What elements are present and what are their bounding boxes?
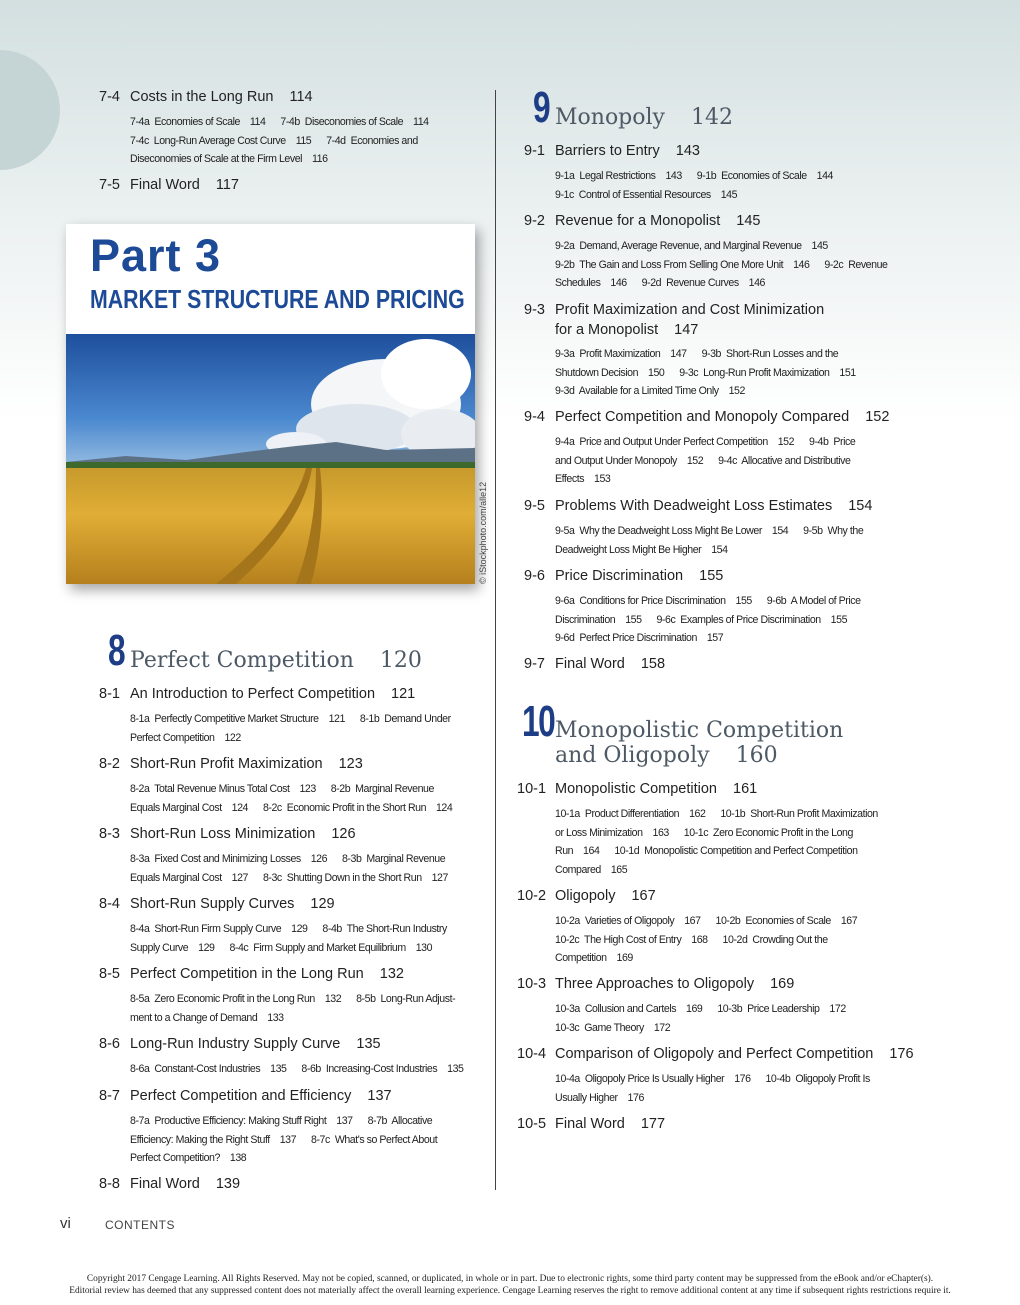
- decorative-circle: [0, 50, 60, 170]
- toc-subsections-7-4: [130, 113, 429, 169]
- toc-subsections-9-4: 9-4a Price and Output Under Perfect Competition 152 9-4b Price and Output Under Monopoly 152 9-4c Allocative and Distributive Effects 153: [555, 436, 856, 486]
- toc-subsections-9-3: 9-3a Profit Maximization 147 9-3b Short-Run Losses and the Shutdown Decision 150 9-3c Long-Run Profit Maximization 151 9-3d Available for a Limited Time Only 152: [555, 348, 856, 398]
- part-label: Part 3: [90, 230, 222, 281]
- toc-subsections-8-2: 8-2a Total Revenue Minus Total Cost 123 8-2b Marginal Revenue Equals Marginal Cost 124 8-2c Economic Profit in the Short Run 124: [130, 783, 453, 814]
- toc-section-9-7[interactable]: 9-7 Final Word 158: [524, 656, 666, 672]
- toc-sub-line: 7-4c Long-Run Average Cost Curve 115 7-4d Economies and: [130, 134, 418, 147]
- toc-section-9-2[interactable]: 9-2 Revenue for a Monopolist 145: [524, 213, 761, 229]
- running-footer-label: CONTENTS: [105, 1218, 175, 1232]
- toc-subsections-10-2: 10-2a Varieties of Oligopoly 167 10-2b Economies of Scale 167 10-2c The High Cost of Entry 168 10-2d Crowding Out the Competition 169: [555, 915, 858, 965]
- chapter-title: Perfect Competition 120: [130, 648, 422, 673]
- toc-section-8-5[interactable]: 8-5 Perfect Competition in the Long Run 132: [99, 966, 404, 982]
- toc-section-8-2[interactable]: 8-2 Short-Run Profit Maximization 123: [99, 756, 363, 772]
- photo-credit: © iStockphoto.com/alle12: [478, 481, 488, 584]
- toc-section-7-4[interactable]: 7-4 Costs in the Long Run 114: [99, 89, 313, 105]
- toc-subsections-9-6: 9-6a Conditions for Price Discrimination 155 9-6b A Model of Price Discrimination 155 9-6c Examples of Price Discrimination 155 9-6d Perfect Price Discrimination 157: [555, 595, 861, 645]
- toc-section-7-5[interactable]: 7-5 Final Word 117: [99, 177, 239, 193]
- toc-section-9-3[interactable]: 9-3 Profit Maximization and Cost Minimization for a Monopolist 147: [524, 302, 825, 338]
- chapter-number: 10: [522, 697, 555, 746]
- toc-subsections-8-4: 8-4a Short-Run Firm Supply Curve 129 8-4b The Short-Run Industry Supply Curve 129 8-4c Firm Supply and Market Equilibrium 130: [130, 923, 447, 954]
- toc-subsections-9-2: 9-2a Demand, Average Revenue, and Marginal Revenue 145 9-2b The Gain and Loss From Selling One More Unit 146 9-2c Revenue Schedules 146 9-2d Revenue Curves 146: [555, 240, 888, 290]
- part-banner: [66, 224, 475, 584]
- toc-section-9-1[interactable]: 9-1 Barriers to Entry 143: [524, 143, 700, 159]
- toc-section-10-2[interactable]: 10-2 Oligopoly 167: [517, 888, 656, 904]
- chapter-title: Monopolistic Competition and Oligopoly 160: [555, 718, 844, 768]
- toc-subsections-9-5: 9-5a Why the Deadweight Loss Might Be Lower 154 9-5b Why the Deadweight Loss Might Be Higher 154: [555, 525, 864, 556]
- toc-section-10-1[interactable]: 10-1 Monopolistic Competition 161: [517, 781, 758, 797]
- toc-subsections-8-3: 8-3a Fixed Cost and Minimizing Losses 126 8-3b Marginal Revenue Equals Marginal Cost 127 8-3c Shutting Down in the Short Run 127: [130, 853, 448, 884]
- toc-section-10-5[interactable]: 10-5 Final Word 177: [517, 1116, 666, 1132]
- toc-subsections-10-4: 10-4a Oligopoly Price Is Usually Higher 176 10-4b Oligopoly Profit Is Usually Higher 176: [555, 1073, 870, 1104]
- chapter-number: 8: [108, 626, 125, 675]
- toc-subsections-8-6: 8-6a Constant-Cost Industries 135 8-6b Increasing-Cost Industries 135: [130, 1063, 464, 1075]
- toc-subsections-10-1: 10-1a Product Differentiation 162 10-1b Short-Run Profit Maximization or Loss Minimization 163 10-1c Zero Economic Profit in the Long Run 164 10-1d Monopolistic Competition and Perfect Competition Compared 165: [555, 808, 878, 876]
- toc-section-10-3[interactable]: 10-3 Three Approaches to Oligopoly 169: [517, 976, 795, 992]
- toc-sub-line: 7-4a Economies of Scale 114 7-4b Diseconomies of Scale 114: [130, 116, 429, 128]
- toc-sub-line: Diseconomies of Scale at the Firm Level 116: [130, 153, 328, 166]
- toc-section-9-5[interactable]: 9-5 Problems With Deadweight Loss Estimates 154: [524, 498, 873, 514]
- wheat-field-photo: [66, 334, 475, 584]
- page-number: vi: [60, 1215, 71, 1232]
- toc-subsections-9-1: 9-1a Legal Restrictions 143 9-1b Economies of Scale 144 9-1c Control of Essential Resources 145: [555, 170, 833, 201]
- chapter-number: 9: [533, 83, 550, 132]
- chapter-title: Monopoly 142: [555, 105, 733, 130]
- toc-section-8-8[interactable]: 8-8 Final Word 139: [99, 1176, 241, 1192]
- column-divider: [495, 90, 496, 1190]
- copyright-notice: Copyright 2017 Cengage Learning. All Rights Reserved. May not be copied, scanned, or duplicated, in whole or in part. Due to electronic rights, some third party content may be suppressed from the eBook and/or eChapter(s). Editorial review has deemed that any suppressed content does not materially affect the overall learning experience. Cengage Learning reserves the right to remove additional content at any time if subsequent rights restrictions require it.: [69, 1274, 951, 1296]
- toc-section-10-4[interactable]: 10-4 Comparison of Oligopoly and Perfect Competition 176: [517, 1046, 914, 1062]
- toc-section-8-6[interactable]: 8-6 Long-Run Industry Supply Curve 135: [99, 1036, 381, 1052]
- toc-section-9-6[interactable]: 9-6 Price Discrimination 155: [524, 568, 724, 584]
- toc-subsections-8-1: 8-1a Perfectly Competitive Market Structure 121 8-1b Demand Under Perfect Competition 122: [130, 713, 451, 744]
- part-title: MARKET STRUCTURE AND PRICING: [90, 284, 465, 314]
- toc-section-8-3[interactable]: 8-3 Short-Run Loss Minimization 126: [99, 826, 356, 842]
- toc-section-8-4[interactable]: 8-4 Short-Run Supply Curves 129: [99, 896, 335, 912]
- toc-section-9-4[interactable]: 9-4 Perfect Competition and Monopoly Compared 152: [524, 409, 890, 425]
- toc-section-8-7[interactable]: 8-7 Perfect Competition and Efficiency 137: [99, 1088, 392, 1104]
- toc-subsections-10-3: 10-3a Collusion and Cartels 169 10-3b Price Leadership 172 10-3c Game Theory 172: [555, 1003, 846, 1034]
- toc-section-8-1[interactable]: 8-1 An Introduction to Perfect Competition 121: [99, 686, 416, 702]
- toc-subsections-8-7: 8-7a Productive Efficiency: Making Stuff Right 137 8-7b Allocative Efficiency: Making the Right Stuff 137 8-7c What's so Perfect About Perfect Competition? 138: [130, 1115, 438, 1165]
- toc-subsections-8-5: 8-5a Zero Economic Profit in the Long Run 132 8-5b Long-Run Adjust- ment to a Change of Demand 133: [130, 993, 456, 1024]
